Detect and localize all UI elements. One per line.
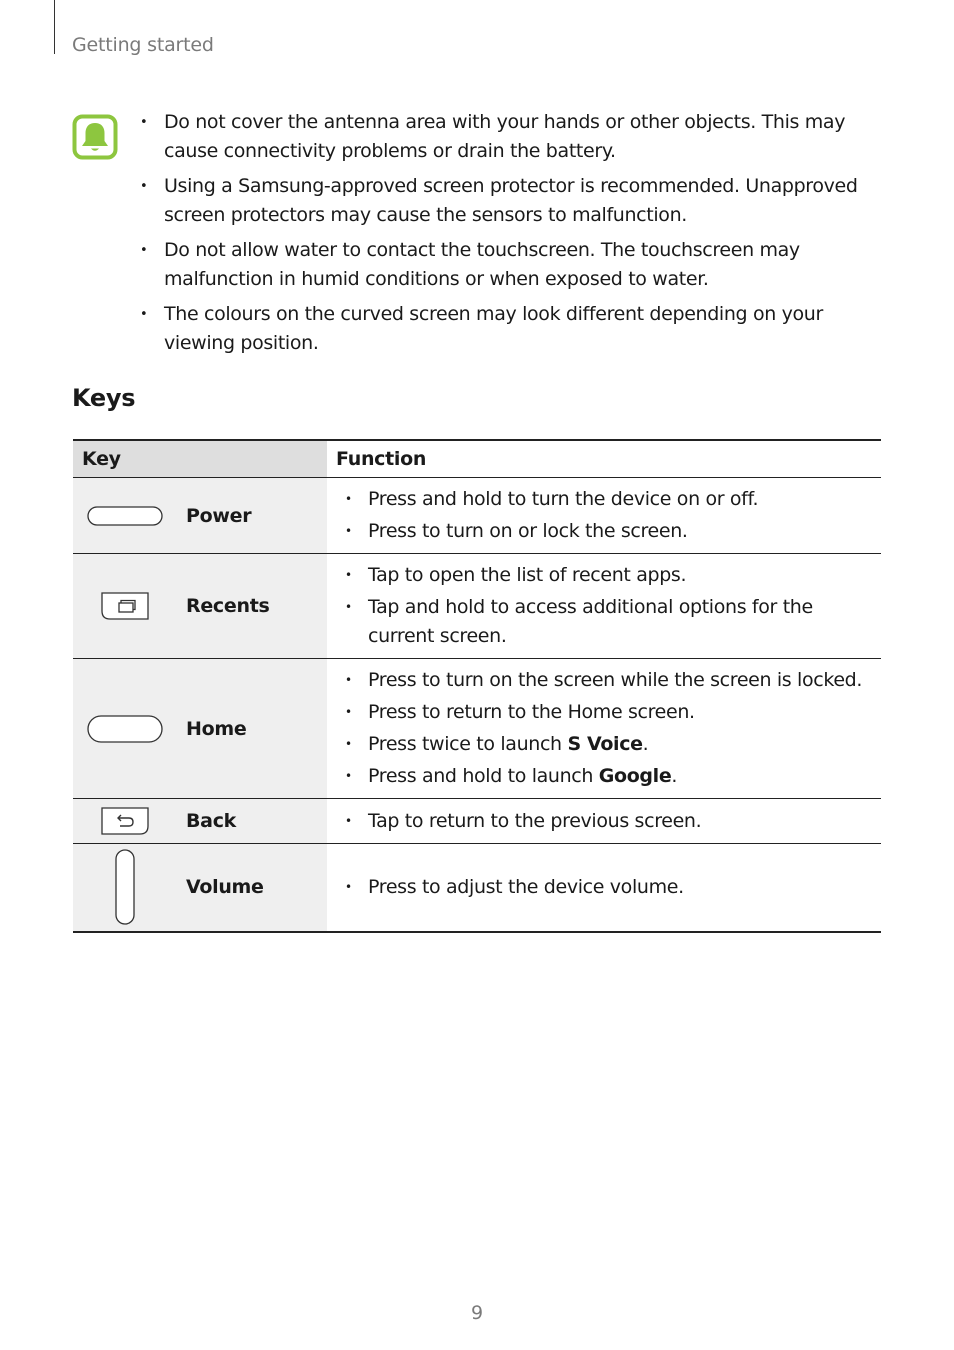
key-cell bbox=[73, 799, 327, 844]
table-row bbox=[73, 844, 881, 932]
function-cell bbox=[327, 799, 881, 844]
home-key-icon bbox=[87, 714, 163, 744]
function-item: • Press twice to launch S Voice. bbox=[345, 730, 871, 759]
table-header-row bbox=[73, 440, 881, 478]
function-item: • Press to turn on the screen while the screen is locked. bbox=[345, 666, 871, 695]
bell-note-icon bbox=[72, 114, 118, 160]
note-item: • The colours on the curved screen may look different depending on your viewing position. bbox=[140, 300, 885, 358]
key-name: Power bbox=[186, 504, 252, 527]
page-number: 9 bbox=[470, 1302, 484, 1324]
function-item: • Press and hold to turn the device on or off. bbox=[345, 485, 871, 514]
note-item: • Do not cover the antenna area with your hands or other objects. This may cause connectivity problems or drain the battery. bbox=[140, 108, 885, 166]
function-cell bbox=[327, 659, 881, 799]
header-title: Getting started bbox=[72, 34, 214, 56]
function-item: • Press to adjust the device volume. bbox=[345, 873, 871, 902]
key-name: Home bbox=[186, 717, 247, 740]
function-cell bbox=[327, 554, 881, 659]
table-row bbox=[73, 478, 881, 554]
key-name: Volume bbox=[186, 876, 264, 899]
power-key-icon bbox=[87, 505, 163, 527]
function-item: • Press and hold to launch Google. bbox=[345, 762, 871, 791]
recents-key-icon bbox=[100, 591, 150, 621]
keys-table bbox=[73, 439, 881, 933]
header-divider bbox=[54, 0, 55, 54]
key-cell bbox=[73, 659, 327, 799]
key-name: Back bbox=[186, 810, 237, 832]
key-cell bbox=[73, 844, 327, 932]
function-item: • Tap to return to the previous screen. bbox=[345, 807, 871, 836]
key-cell bbox=[73, 554, 327, 659]
section-title: Keys bbox=[72, 384, 136, 412]
column-header-key: Key bbox=[73, 440, 327, 478]
function-cell bbox=[327, 844, 881, 932]
function-cell bbox=[327, 478, 881, 554]
function-item: • Tap and hold to access additional options for the current screen. bbox=[345, 593, 871, 651]
table-row bbox=[73, 799, 881, 844]
function-item: • Press to return to the Home screen. bbox=[345, 698, 871, 727]
table-row bbox=[73, 554, 881, 659]
note-item: • Using a Samsung-approved screen protector is recommended. Unapproved screen protectors may cause the sensors to malfunction. bbox=[140, 172, 885, 230]
key-cell bbox=[73, 478, 327, 554]
function-item: • Tap to open the list of recent apps. bbox=[345, 561, 871, 590]
note-item: • Do not allow water to contact the touchscreen. The touchscreen may malfunction in humid conditions or when exposed to water. bbox=[140, 236, 885, 294]
note-list bbox=[140, 108, 885, 364]
table-row bbox=[73, 659, 881, 799]
function-item: • Press to turn on or lock the screen. bbox=[345, 517, 871, 546]
column-header-function: Function bbox=[327, 440, 881, 478]
key-name: Recents bbox=[186, 595, 270, 617]
back-key-icon bbox=[100, 806, 150, 836]
volume-key-icon bbox=[113, 848, 137, 926]
